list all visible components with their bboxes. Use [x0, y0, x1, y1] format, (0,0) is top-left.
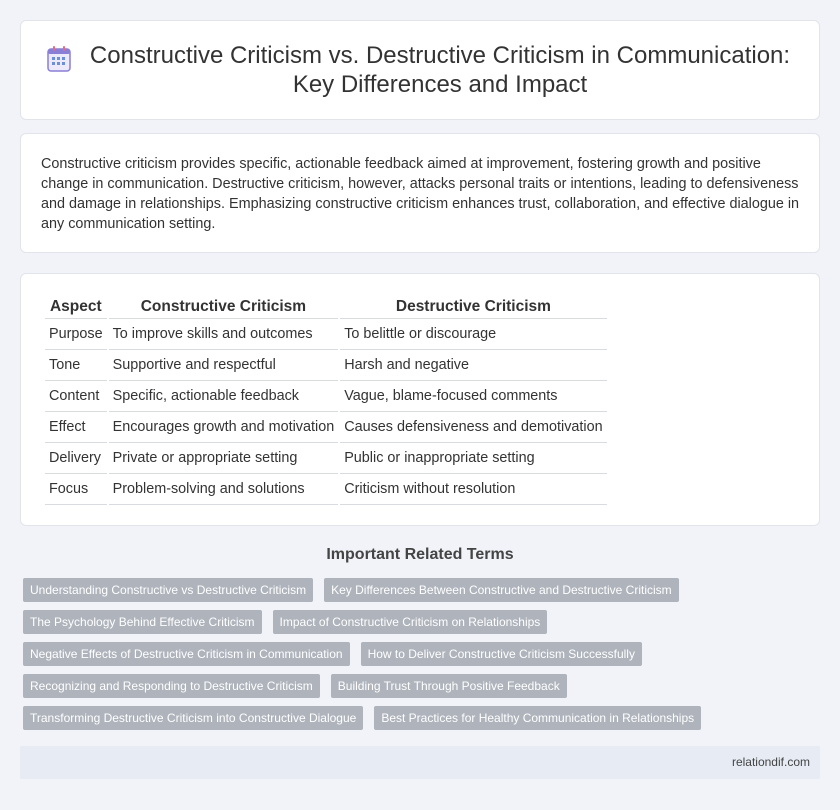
table-cell: Effect [45, 412, 107, 443]
comparison-table [43, 294, 609, 505]
table-row [45, 381, 607, 412]
table-cell: To belittle or discourage [340, 319, 606, 350]
related-term-link[interactable]: Recognizing and Responding to Destructive Criticism [23, 674, 320, 698]
table-header-row [45, 294, 607, 319]
table-cell: Vague, blame-focused comments [340, 381, 606, 412]
table-row [45, 319, 607, 350]
table-cell: Causes defensiveness and demotivation [340, 412, 606, 443]
header-card [20, 20, 820, 120]
column-header-constructive: Constructive Criticism [109, 294, 339, 319]
table-cell: Private or appropriate setting [109, 443, 339, 474]
related-term-link[interactable]: How to Deliver Constructive Criticism Successfully [361, 642, 642, 666]
comparison-table-card [20, 273, 820, 526]
table-cell: Purpose [45, 319, 107, 350]
table-cell: Delivery [45, 443, 107, 474]
related-term-link[interactable]: Understanding Constructive vs Destructive Criticism [23, 578, 313, 602]
related-terms-heading: Important Related Terms [326, 546, 514, 563]
table-cell: Content [45, 381, 107, 412]
table-row [45, 350, 607, 381]
site-link[interactable]: relationdif.com [731, 755, 810, 769]
table-cell: Criticism without resolution [340, 474, 606, 505]
related-term-link[interactable]: The Psychology Behind Effective Criticism [23, 610, 262, 634]
page-title: Constructive Criticism vs. Destructive Criticism in Communication: Key Differences and Impact [89, 42, 791, 98]
footer [20, 746, 820, 779]
table-row [45, 474, 607, 505]
table-row [45, 412, 607, 443]
table-cell: Encourages growth and motivation [109, 412, 339, 443]
column-header-aspect: Aspect [45, 294, 107, 319]
table-cell: Specific, actionable feedback [109, 381, 339, 412]
table-cell: Supportive and respectful [109, 350, 339, 381]
table-row [45, 443, 607, 474]
related-term-link[interactable]: Impact of Constructive Criticism on Relationships [273, 610, 548, 634]
table-cell: To improve skills and outcomes [109, 319, 339, 350]
related-term-link[interactable]: Key Differences Between Constructive and Destructive Criticism [324, 578, 679, 602]
table-cell: Tone [45, 350, 107, 381]
summary-card [20, 133, 820, 253]
related-terms-list [20, 578, 820, 730]
table-cell: Problem-solving and solutions [109, 474, 339, 505]
related-term-link[interactable]: Negative Effects of Destructive Criticism in Communication [23, 642, 350, 666]
related-term-link[interactable]: Transforming Destructive Criticism into Constructive Dialogue [23, 706, 363, 730]
column-header-destructive: Destructive Criticism [340, 294, 606, 319]
related-term-link[interactable]: Building Trust Through Positive Feedback [331, 674, 567, 698]
table-cell: Public or inappropriate setting [340, 443, 606, 474]
table-cell: Focus [45, 474, 107, 505]
related-term-link[interactable]: Best Practices for Healthy Communication in Relationships [374, 706, 701, 730]
summary-text: Constructive criticism provides specific, actionable feedback aimed at improvement, fostering growth and positive change in communication. Destructive criticism, however, attacks personal traits or intentions, leading to defensiveness and damage in relationships. Emphasizing constructive criticism enhances trust, collaboration, and effective dialogue in any communication setting. [41, 156, 800, 232]
table-cell: Harsh and negative [340, 350, 606, 381]
